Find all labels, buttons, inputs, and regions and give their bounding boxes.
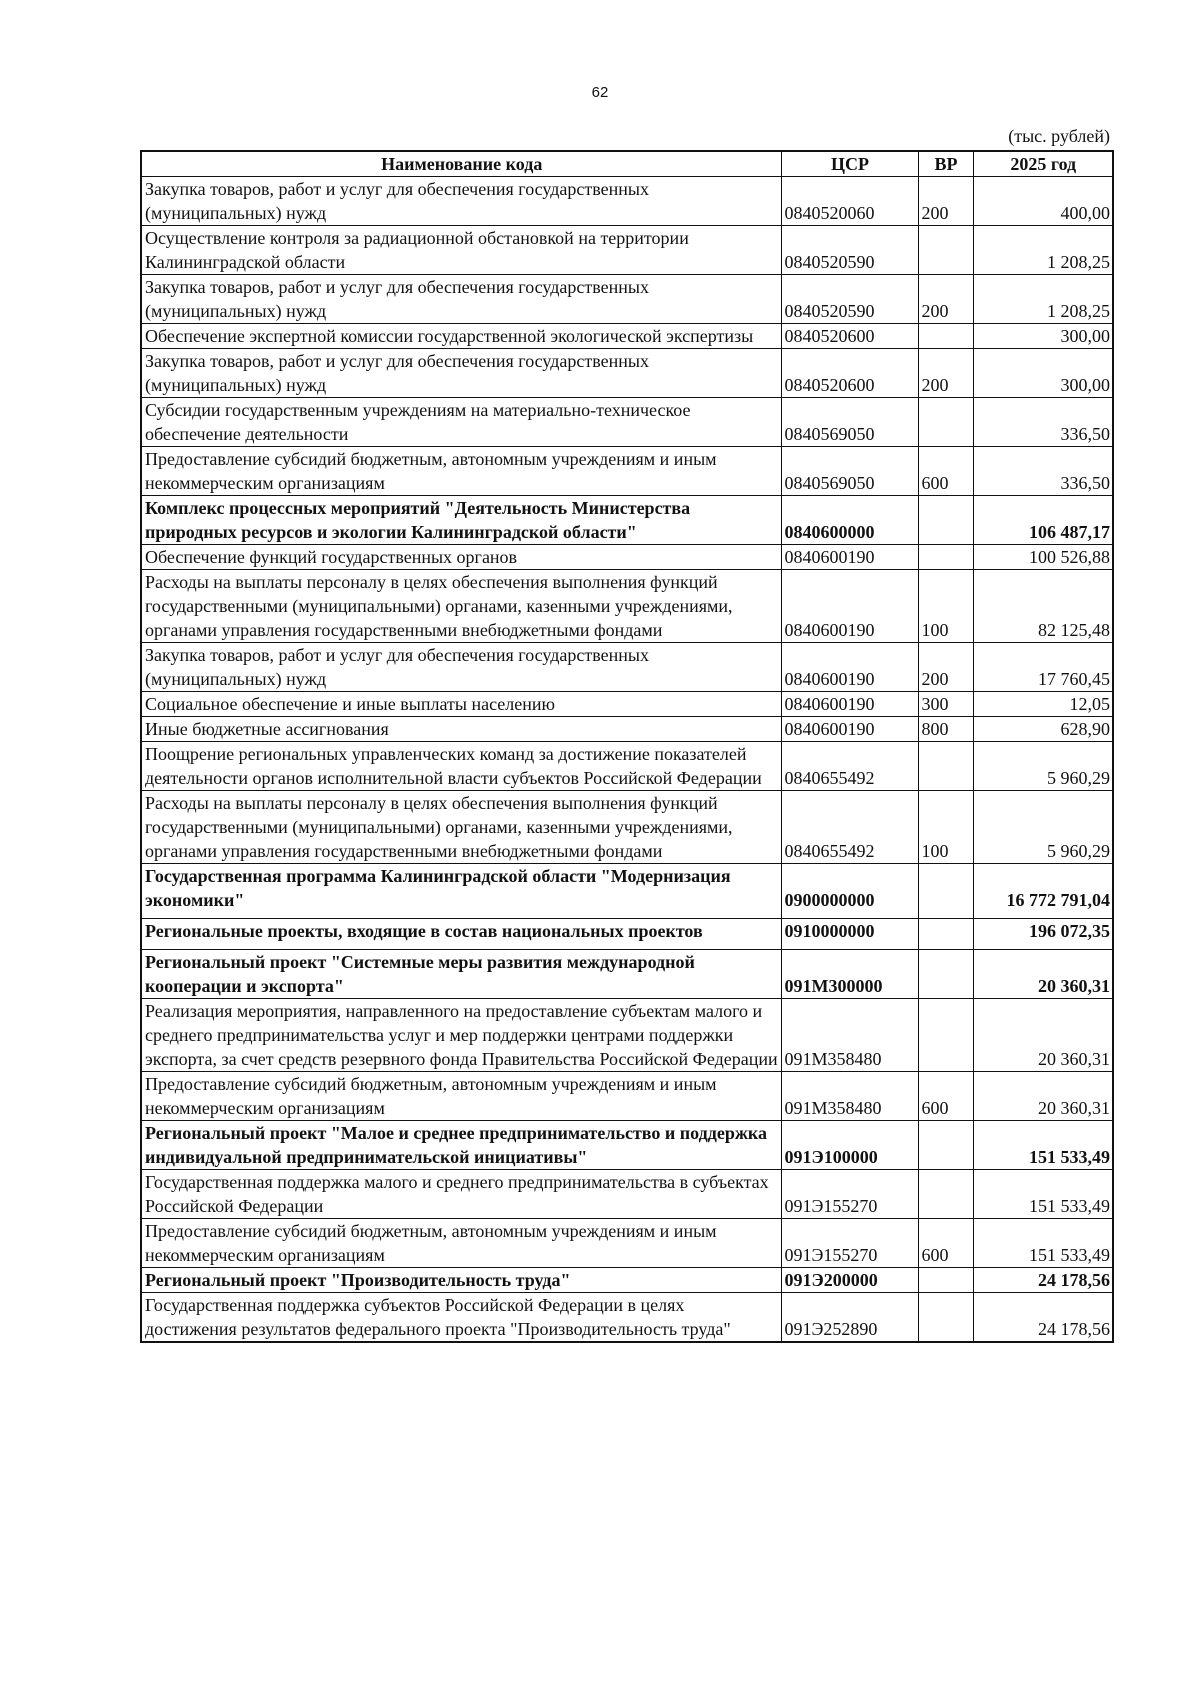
cell-csr: 0840520590	[781, 275, 918, 324]
cell-name: Комплекс процессных мероприятий "Деятельность Министерства природных ресурсов и экологии Калининградской области"	[141, 496, 781, 545]
cell-amount: 17 760,45	[973, 643, 1113, 692]
table-row	[141, 570, 1113, 643]
cell-csr: 0840600190	[781, 717, 918, 742]
cell-vr: 600	[918, 447, 973, 496]
cell-csr: 0910000000	[781, 919, 918, 950]
cell-name: Региональные проекты, входящие в состав национальных проектов	[141, 919, 781, 950]
cell-name: Субсидии государственным учреждениям на материально-техническое обеспечение деятельности	[141, 398, 781, 447]
cell-amount: 151 533,49	[973, 1170, 1113, 1219]
cell-name: Осуществление контроля за радиационной обстановкой на территории Калининградской области	[141, 226, 781, 275]
cell-vr	[918, 545, 973, 570]
cell-name: Региональный проект "Производительность труда"	[141, 1268, 781, 1293]
cell-amount: 82 125,48	[973, 570, 1113, 643]
header-vr: ВР	[918, 151, 973, 177]
cell-csr: 0840600000	[781, 496, 918, 545]
cell-amount: 20 360,31	[973, 1072, 1113, 1121]
cell-amount: 300,00	[973, 324, 1113, 349]
cell-csr: 0840655492	[781, 791, 918, 864]
cell-amount: 20 360,31	[973, 999, 1113, 1072]
cell-vr: 300	[918, 692, 973, 717]
cell-vr	[918, 1293, 973, 1343]
table-row	[141, 643, 1113, 692]
cell-name: Предоставление субсидий бюджетным, автономным учреждениям и иным некоммерческим организациям	[141, 1072, 781, 1121]
cell-vr: 800	[918, 717, 973, 742]
cell-name: Иные бюджетные ассигнования	[141, 717, 781, 742]
cell-vr: 200	[918, 349, 973, 398]
cell-vr: 200	[918, 643, 973, 692]
table-row	[141, 999, 1113, 1072]
header-amount: 2025 год	[973, 151, 1113, 177]
cell-amount: 336,50	[973, 398, 1113, 447]
cell-amount: 24 178,56	[973, 1268, 1113, 1293]
cell-csr: 091М358480	[781, 1072, 918, 1121]
cell-amount: 196 072,35	[973, 919, 1113, 950]
cell-name: Расходы на выплаты персоналу в целях обеспечения выполнения функций государственными (муниципальными) органами, казенными учреждениями, органами управления государственными внебюджетными фондами	[141, 570, 781, 643]
cell-vr	[918, 864, 973, 919]
table-row	[141, 545, 1113, 570]
table-row	[141, 1219, 1113, 1268]
cell-vr	[918, 324, 973, 349]
cell-csr: 091Э100000	[781, 1121, 918, 1170]
cell-csr: 0840600190	[781, 570, 918, 643]
cell-name: Государственная поддержка малого и среднего предпринимательства в субъектах Российской Федерации	[141, 1170, 781, 1219]
table-row	[141, 692, 1113, 717]
cell-csr: 0840520060	[781, 177, 918, 226]
cell-amount: 151 533,49	[973, 1219, 1113, 1268]
table-row	[141, 398, 1113, 447]
cell-csr: 0840520590	[781, 226, 918, 275]
table-body	[141, 177, 1113, 1343]
cell-name: Закупка товаров, работ и услуг для обеспечения государственных (муниципальных) нужд	[141, 349, 781, 398]
cell-vr	[918, 919, 973, 950]
cell-vr	[918, 226, 973, 275]
cell-csr: 0840569050	[781, 398, 918, 447]
table-row	[141, 717, 1113, 742]
cell-csr: 091М300000	[781, 950, 918, 999]
cell-amount: 151 533,49	[973, 1121, 1113, 1170]
cell-name: Закупка товаров, работ и услуг для обеспечения государственных (муниципальных) нужд	[141, 643, 781, 692]
cell-vr	[918, 1268, 973, 1293]
cell-amount: 5 960,29	[973, 742, 1113, 791]
table-row	[141, 791, 1113, 864]
cell-name: Обеспечение экспертной комиссии государственной экологической экспертизы	[141, 324, 781, 349]
cell-name: Государственная программа Калининградской области "Модернизация экономики"	[141, 864, 781, 919]
cell-amount: 336,50	[973, 447, 1113, 496]
cell-amount: 1 208,25	[973, 226, 1113, 275]
cell-amount: 20 360,31	[973, 950, 1113, 999]
cell-vr	[918, 1121, 973, 1170]
cell-csr: 091Э200000	[781, 1268, 918, 1293]
cell-vr: 600	[918, 1072, 973, 1121]
cell-name: Закупка товаров, работ и услуг для обеспечения государственных (муниципальных) нужд	[141, 177, 781, 226]
cell-name: Социальное обеспечение и иные выплаты населению	[141, 692, 781, 717]
cell-name: Государственная поддержка субъектов Российской Федерации в целях достижения результатов федерального проекта "Производительность труда"	[141, 1293, 781, 1343]
cell-amount: 16 772 791,04	[973, 864, 1113, 919]
units-label: (тыс. рублей)	[1008, 126, 1110, 146]
cell-vr	[918, 950, 973, 999]
cell-amount: 24 178,56	[973, 1293, 1113, 1343]
cell-name: Расходы на выплаты персоналу в целях обеспечения выполнения функций государственными (муниципальными) органами, казенными учреждениями, органами управления государственными внебюджетными фондами	[141, 791, 781, 864]
cell-name: Предоставление субсидий бюджетным, автономным учреждениям и иным некоммерческим организациям	[141, 447, 781, 496]
table-row	[141, 742, 1113, 791]
table-row	[141, 324, 1113, 349]
cell-csr: 0840600190	[781, 692, 918, 717]
cell-name: Поощрение региональных управленческих команд за достижение показателей деятельности органов исполнительной власти субъектов Российской Федерации	[141, 742, 781, 791]
cell-csr: 091Э155270	[781, 1219, 918, 1268]
cell-amount: 1 208,25	[973, 275, 1113, 324]
cell-amount: 5 960,29	[973, 791, 1113, 864]
cell-csr: 091Э252890	[781, 1293, 918, 1343]
cell-name: Региональный проект "Системные меры развития международной кооперации и экспорта"	[141, 950, 781, 999]
cell-name: Обеспечение функций государственных органов	[141, 545, 781, 570]
cell-amount: 628,90	[973, 717, 1113, 742]
table-row	[141, 864, 1113, 919]
cell-vr	[918, 1170, 973, 1219]
budget-table	[140, 150, 1114, 1343]
page-number: 62	[591, 84, 609, 101]
cell-csr: 0840600190	[781, 643, 918, 692]
table-row	[141, 1170, 1113, 1219]
cell-amount: 400,00	[973, 177, 1113, 226]
cell-name: Региональный проект "Малое и среднее предпринимательство и поддержка индивидуальной предпринимательской инициативы"	[141, 1121, 781, 1170]
cell-vr	[918, 999, 973, 1072]
cell-name: Закупка товаров, работ и услуг для обеспечения государственных (муниципальных) нужд	[141, 275, 781, 324]
table-row	[141, 349, 1113, 398]
table-row	[141, 447, 1113, 496]
cell-vr: 200	[918, 275, 973, 324]
header-name: Наименование кода	[141, 151, 781, 177]
cell-vr: 200	[918, 177, 973, 226]
table-row	[141, 226, 1113, 275]
cell-vr: 100	[918, 570, 973, 643]
table-row	[141, 1072, 1113, 1121]
cell-vr	[918, 742, 973, 791]
table-header-row	[141, 151, 1113, 177]
cell-amount: 100 526,88	[973, 545, 1113, 570]
table-row	[141, 275, 1113, 324]
table-row	[141, 950, 1113, 999]
cell-vr: 100	[918, 791, 973, 864]
cell-csr: 0840569050	[781, 447, 918, 496]
header-csr: ЦСР	[781, 151, 918, 177]
table-row	[141, 177, 1113, 226]
cell-csr: 0900000000	[781, 864, 918, 919]
table-row	[141, 1293, 1113, 1343]
table-row	[141, 1121, 1113, 1170]
cell-csr: 091Э155270	[781, 1170, 918, 1219]
cell-csr: 0840655492	[781, 742, 918, 791]
cell-amount: 106 487,17	[973, 496, 1113, 545]
cell-amount: 300,00	[973, 349, 1113, 398]
cell-vr	[918, 496, 973, 545]
cell-name: Предоставление субсидий бюджетным, автономным учреждениям и иным некоммерческим организациям	[141, 1219, 781, 1268]
cell-csr: 0840520600	[781, 324, 918, 349]
cell-csr: 0840600190	[781, 545, 918, 570]
cell-name: Реализация мероприятия, направленного на предоставление субъектам малого и среднего предпринимательства услуг и мер поддержки центрами поддержки экспорта, за счет средств резервного фонда Правительства Российской Федерации	[141, 999, 781, 1072]
cell-vr: 600	[918, 1219, 973, 1268]
table-row	[141, 1268, 1113, 1293]
table-row	[141, 496, 1113, 545]
cell-vr	[918, 398, 973, 447]
table-row	[141, 919, 1113, 950]
cell-csr: 0840520600	[781, 349, 918, 398]
cell-amount: 12,05	[973, 692, 1113, 717]
cell-csr: 091М358480	[781, 999, 918, 1072]
